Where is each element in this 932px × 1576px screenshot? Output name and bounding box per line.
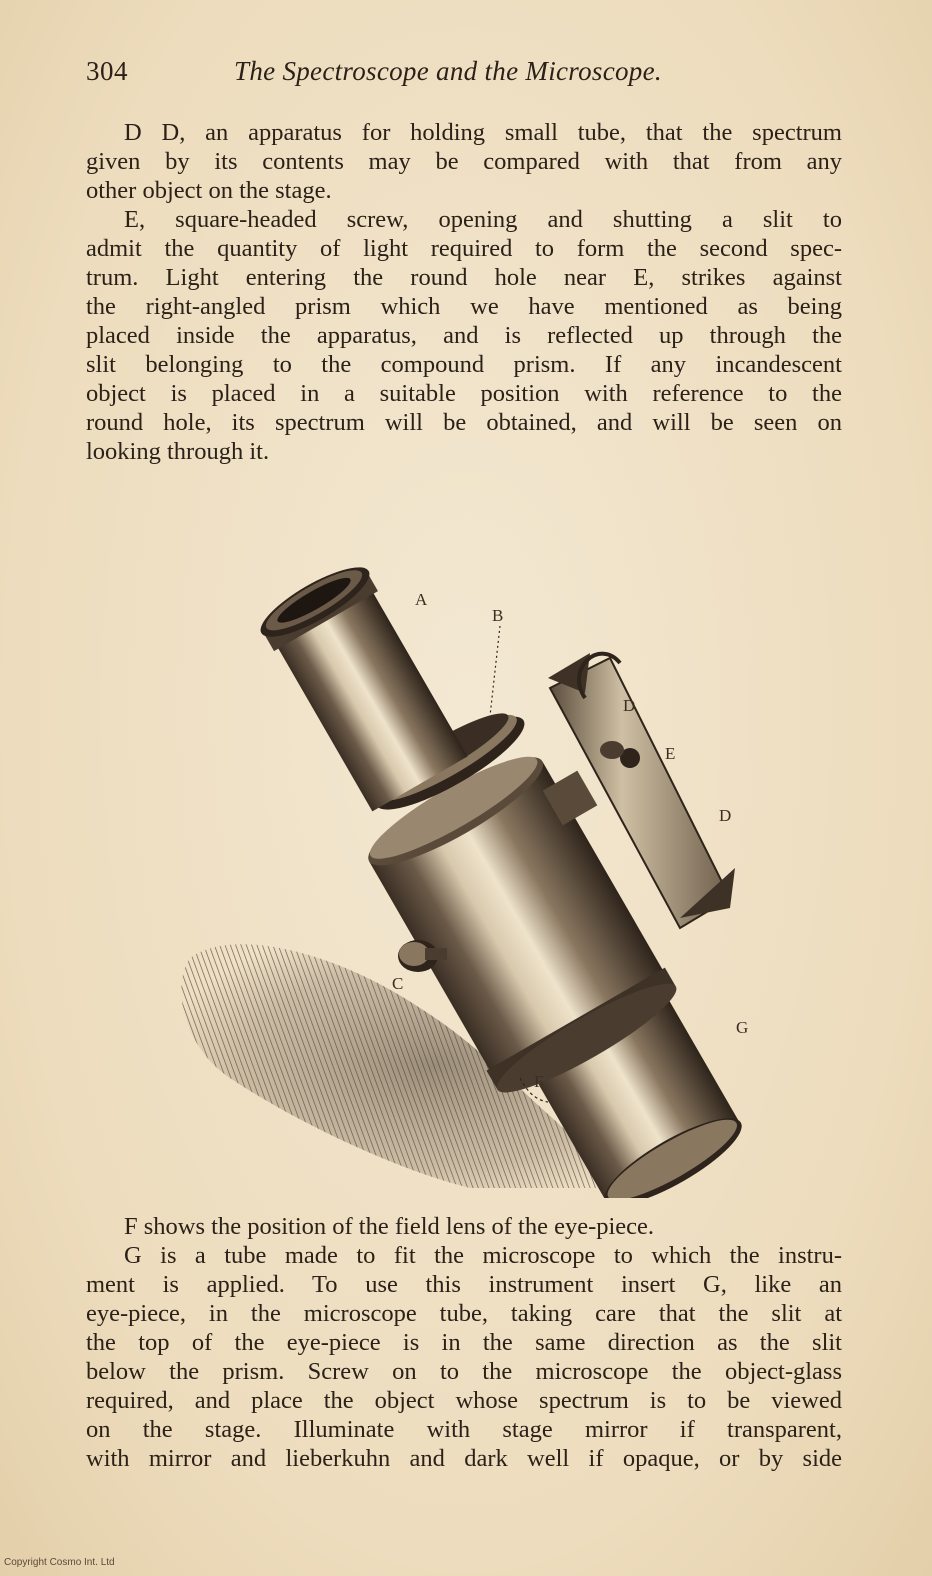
copyright-notice: Copyright Cosmo Int. Ltd: [4, 1557, 115, 1568]
text-line: ment is applied. To use this instrument insert G, like an: [86, 1271, 842, 1298]
text-line: given by its contents may be compared with that from any: [86, 148, 842, 175]
spectroscope-illustration: [170, 488, 780, 1198]
text-line: G is a tube made to fit the microscope to which the instru-: [124, 1242, 842, 1269]
text-line: E, square-headed screw, opening and shutting a slit to: [124, 206, 842, 233]
bottom-text-block: [86, 1212, 842, 1473]
text-line: with mirror and lieberkuhn and dark well if opaque, or by side: [86, 1445, 842, 1472]
text-line: other object on the stage.: [86, 177, 332, 204]
text-line: D D, an apparatus for holding small tube, that the spectrum: [124, 119, 842, 146]
label-g: G: [736, 1018, 749, 1037]
text-line: the top of the eye-piece is in the same direction as the slit: [86, 1329, 842, 1356]
text-line: round hole, its spectrum will be obtained, and will be seen on: [86, 409, 842, 436]
text-line: eye-piece, in the microscope tube, taking care that the slit at: [86, 1300, 842, 1327]
top-text-block: [86, 118, 842, 466]
b-pointer-line: [490, 626, 500, 716]
text-line: placed inside the apparatus, and is reflected up through the: [86, 322, 842, 349]
text-line: slit belonging to the compound prism. If any incandescent: [86, 351, 842, 378]
spectroscope-engraving: [170, 488, 780, 1198]
text-line: the right-angled prism which we have mentioned as being: [86, 293, 842, 320]
text-line: required, and place the object whose spectrum is to be viewed: [86, 1387, 842, 1414]
page-header: [86, 56, 846, 96]
label-d-upper: D: [623, 696, 636, 715]
label-c: C: [392, 974, 404, 993]
text-line: on the stage. Illuminate with stage mirror if transparent,: [86, 1416, 842, 1443]
label-d-lower: D: [719, 806, 732, 825]
text-line: F shows the position of the field lens of the eye-piece.: [124, 1213, 655, 1240]
text-line: looking through it.: [86, 438, 270, 465]
label-e: E: [665, 744, 676, 763]
text-line: object is placed in a suitable position with reference to the: [86, 380, 842, 407]
text-line: below the prism. Screw on to the microscope the object-glass: [86, 1358, 842, 1385]
text-line: trum. Light entering the round hole near E, strikes against: [86, 264, 842, 291]
label-b: B: [492, 606, 504, 625]
text-line: admit the quantity of light required to form the second spec-: [86, 235, 842, 262]
running-title: The Spectroscope and the Microscope.: [234, 56, 662, 86]
page-number: 304: [86, 56, 128, 86]
label-a: A: [415, 590, 428, 609]
label-f: F: [534, 1072, 544, 1091]
